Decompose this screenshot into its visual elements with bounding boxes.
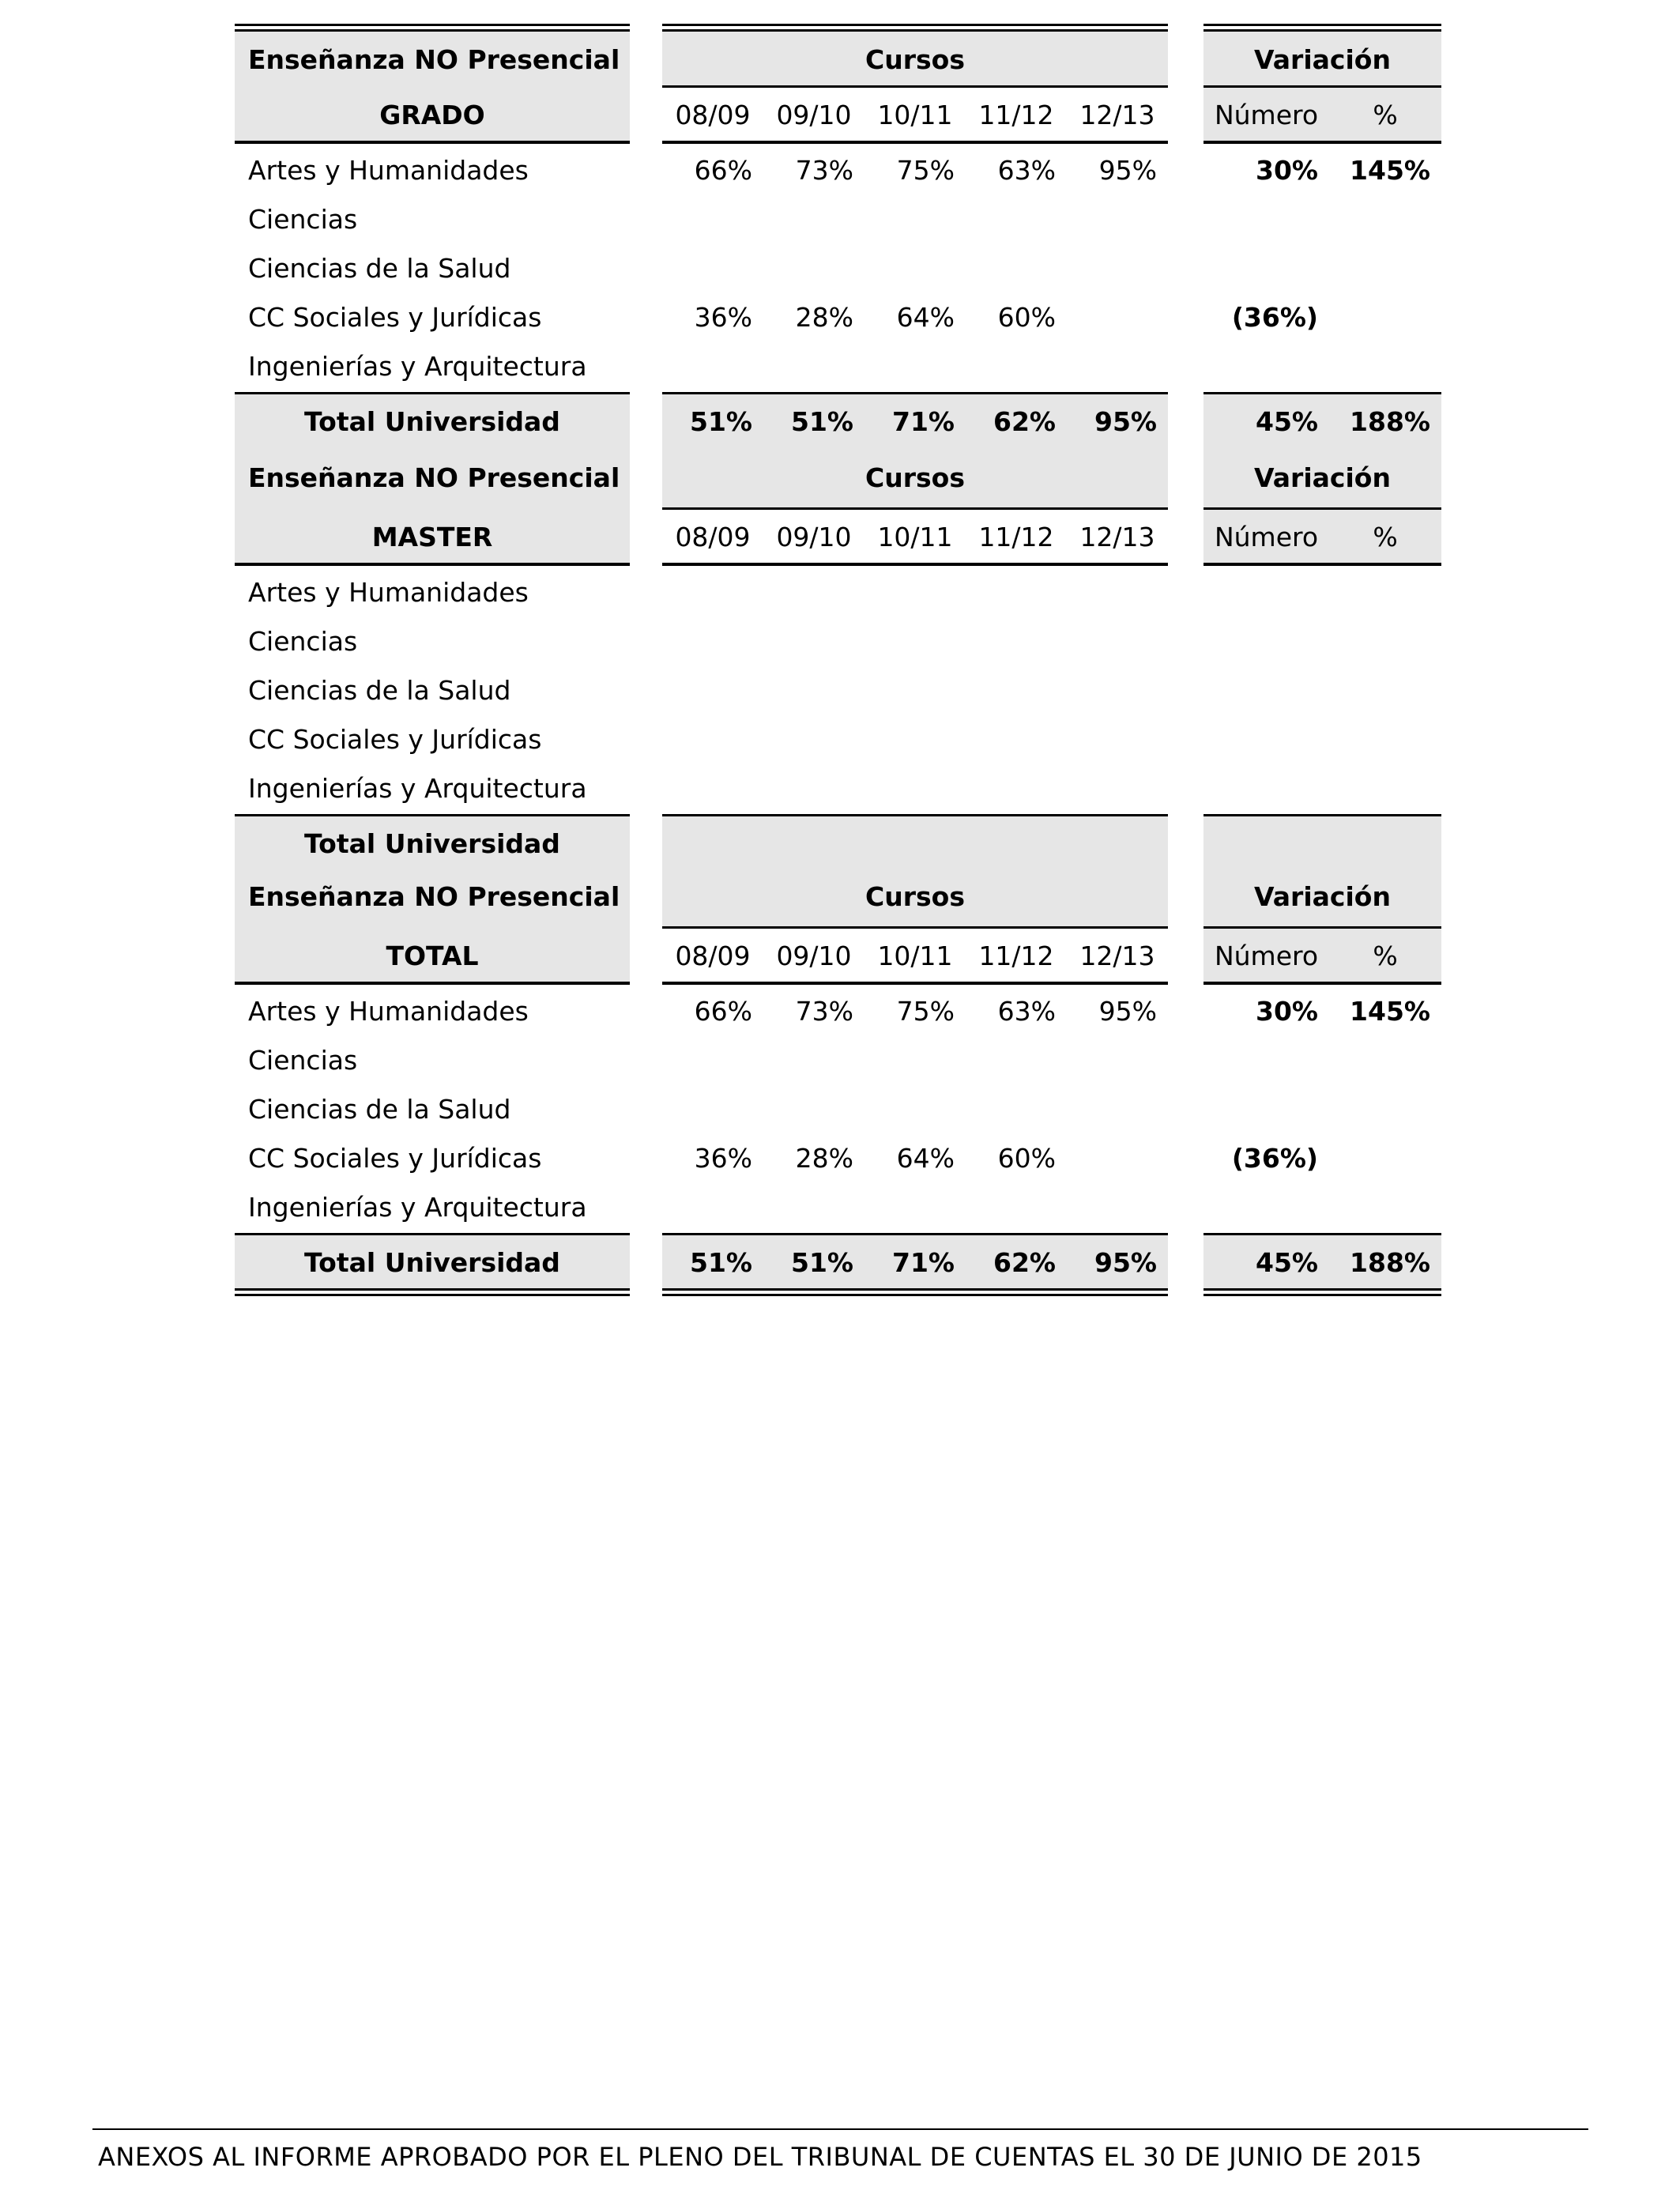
year-header: 11/12 [978, 940, 1054, 971]
variation-percent-cell [1329, 292, 1441, 341]
total-row [235, 816, 1441, 871]
rule-line [235, 1288, 630, 1296]
total-variation-number [1203, 816, 1329, 871]
rule-line [1203, 982, 1441, 985]
table-row [235, 986, 1441, 1035]
variation-number-cell [1203, 1084, 1329, 1133]
value-cell: 73% [795, 154, 853, 186]
value-cell [966, 665, 1067, 714]
variation-percent-cell [1329, 1182, 1441, 1231]
value-cell [763, 194, 864, 243]
rule-line [235, 24, 630, 32]
year-header: 08/09 [675, 521, 751, 552]
value-cell: 73% [795, 995, 853, 1027]
value-cell [662, 1084, 763, 1133]
variation-percent-cell [1329, 243, 1441, 292]
header-row [235, 865, 1441, 928]
total-value-cell: 51% [690, 1246, 752, 1278]
table-row [235, 616, 1441, 665]
value-cell [966, 1035, 1067, 1084]
table-row [235, 243, 1441, 292]
value-cell [763, 665, 864, 714]
value-cell: 75% [896, 995, 955, 1027]
year-header: 12/13 [1079, 521, 1155, 552]
header-row [235, 32, 1441, 87]
variation-number-cell [1203, 567, 1329, 616]
value-cell [966, 1182, 1067, 1231]
value-cell [864, 194, 966, 243]
cursos-header: Cursos [865, 43, 965, 75]
value-cell [662, 341, 763, 390]
row-label: Artes y Humanidades [248, 576, 529, 608]
total-variation-percent [1329, 816, 1441, 871]
value-cell [966, 341, 1067, 390]
table-row [235, 763, 1441, 812]
year-header: 09/10 [776, 521, 852, 552]
year-header: 10/11 [877, 940, 953, 971]
year-header: 08/09 [675, 940, 751, 971]
variation-percent-cell [1329, 763, 1441, 812]
row-label: Ciencias [248, 1044, 358, 1076]
total-value-cell: 51% [791, 405, 853, 437]
value-cell [1067, 714, 1168, 763]
value-cell: 28% [795, 1142, 853, 1174]
value-cell [966, 194, 1067, 243]
value-cell [966, 714, 1067, 763]
value-cell [966, 1084, 1067, 1133]
value-cell [662, 714, 763, 763]
value-cell [1067, 194, 1168, 243]
value-cell: 36% [694, 1142, 752, 1174]
value-cell: 95% [1098, 995, 1157, 1027]
value-cell [864, 665, 966, 714]
value-cell [864, 243, 966, 292]
cursos-header: Cursos [865, 880, 965, 912]
value-cell [864, 1035, 966, 1084]
total-value-cell: 62% [993, 405, 1056, 437]
variacion-header: Variación [1254, 462, 1391, 493]
value-cell [763, 1035, 864, 1084]
value-cell [763, 243, 864, 292]
row-label: Ciencias de la Salud [248, 674, 511, 706]
rule-line [1203, 24, 1441, 32]
total-variation-percent: 188% [1350, 405, 1430, 437]
page-footer: ANEXOS AL INFORME APROBADO POR EL PLENO DEL TRIBUNAL DE CUENTAS EL 30 DE JUNIO DE 2015 [98, 2142, 1422, 2172]
value-cell [1067, 763, 1168, 812]
year-header: 09/10 [776, 940, 852, 971]
value-cell: 36% [694, 301, 752, 333]
value-cell [662, 243, 763, 292]
table-row [235, 567, 1441, 616]
variation-number-cell: (36%) [1231, 301, 1318, 333]
row-label: CC Sociales y Jurídicas [248, 1142, 542, 1174]
variation-percent-cell: 145% [1350, 154, 1430, 186]
value-cell [662, 616, 763, 665]
total-value-cell [966, 816, 1067, 871]
year-header: 12/13 [1079, 940, 1155, 971]
total-value-cell: 95% [1094, 405, 1157, 437]
variation-percent-cell [1329, 714, 1441, 763]
variation-percent-cell [1329, 1035, 1441, 1084]
row-label: CC Sociales y Jurídicas [248, 723, 542, 755]
value-cell: 64% [896, 301, 955, 333]
value-cell: 28% [795, 301, 853, 333]
value-cell [864, 1182, 966, 1231]
variation-number-cell: 30% [1256, 995, 1318, 1027]
value-cell: 63% [997, 154, 1056, 186]
percent-header: % [1373, 521, 1398, 552]
rule-line [662, 24, 1168, 32]
value-cell [1067, 1182, 1168, 1231]
percent-header: % [1373, 99, 1398, 130]
section-title: MASTER [371, 521, 493, 552]
value-cell [1067, 243, 1168, 292]
variation-percent-cell [1329, 341, 1441, 390]
numero-header: Número [1214, 521, 1319, 552]
value-cell [966, 763, 1067, 812]
value-cell: 95% [1098, 154, 1157, 186]
value-cell [763, 567, 864, 616]
variation-number-cell [1203, 1182, 1329, 1231]
total-label: Total Universidad [304, 1246, 560, 1278]
year-header: 09/10 [776, 99, 852, 130]
total-row [235, 1235, 1441, 1290]
total-value-cell [864, 816, 966, 871]
rule-line [662, 1288, 1168, 1296]
row-label: Artes y Humanidades [248, 154, 529, 186]
value-cell: 66% [694, 154, 752, 186]
value-cell [763, 1084, 864, 1133]
value-cell: 66% [694, 995, 752, 1027]
table-row [235, 714, 1441, 763]
value-cell: 75% [896, 154, 955, 186]
value-cell [763, 763, 864, 812]
value-cell: 63% [997, 995, 1056, 1027]
value-cell [1067, 616, 1168, 665]
section-title: TOTAL [386, 940, 479, 971]
rule-line [662, 982, 1168, 985]
value-cell [662, 763, 763, 812]
table-row [235, 341, 1441, 390]
value-cell [864, 341, 966, 390]
variation-number-cell [1203, 714, 1329, 763]
total-variation-percent: 188% [1350, 1246, 1430, 1278]
row-label: Ingenierías y Arquitectura [248, 350, 587, 382]
variation-number-cell [1203, 341, 1329, 390]
variation-percent-cell [1329, 1084, 1441, 1133]
value-cell [966, 567, 1067, 616]
total-label: Total Universidad [304, 827, 560, 859]
value-cell [966, 243, 1067, 292]
total-variation-number: 45% [1256, 405, 1318, 437]
value-cell [763, 616, 864, 665]
row-label: Ingenierías y Arquitectura [248, 772, 587, 804]
year-header: 10/11 [877, 521, 953, 552]
variation-percent-cell [1329, 567, 1441, 616]
value-cell [662, 1182, 763, 1231]
value-cell: 64% [896, 1142, 955, 1174]
variacion-header: Variación [1254, 43, 1391, 75]
year-header: 12/13 [1079, 99, 1155, 130]
value-cell [662, 567, 763, 616]
percent-header: % [1373, 940, 1398, 971]
year-header: 11/12 [978, 521, 1054, 552]
total-value-cell: 71% [892, 1246, 955, 1278]
group-header: Enseñanza NO Presencial [248, 880, 620, 912]
rule-line [235, 982, 630, 985]
variation-number-cell [1203, 616, 1329, 665]
value-cell [1067, 1133, 1168, 1182]
table-row [235, 1133, 1441, 1182]
value-cell [1067, 341, 1168, 390]
table-row [235, 194, 1441, 243]
table-row [235, 145, 1441, 194]
total-label: Total Universidad [304, 405, 560, 437]
value-cell [1067, 665, 1168, 714]
value-cell: 60% [997, 1142, 1056, 1174]
value-cell [864, 763, 966, 812]
table-row [235, 665, 1441, 714]
value-cell [763, 341, 864, 390]
variation-percent-cell: 145% [1350, 995, 1430, 1027]
subheader-row [235, 87, 1441, 142]
row-label: CC Sociales y Jurídicas [248, 301, 542, 333]
variation-number-cell [1203, 194, 1329, 243]
year-header: 10/11 [877, 99, 953, 130]
total-value-cell: 51% [791, 1246, 853, 1278]
rule-line [1203, 141, 1441, 144]
total-row [235, 394, 1441, 449]
section-title: GRADO [379, 99, 485, 130]
rule-line [662, 563, 1168, 566]
value-cell [864, 714, 966, 763]
numero-header: Número [1214, 940, 1319, 971]
subheader-row [235, 509, 1441, 564]
value-cell [966, 616, 1067, 665]
value-cell [1067, 1084, 1168, 1133]
value-cell [864, 567, 966, 616]
row-label: Ciencias [248, 625, 358, 657]
value-cell [1067, 292, 1168, 341]
variation-percent-cell [1329, 665, 1441, 714]
row-label: Artes y Humanidades [248, 995, 529, 1027]
total-variation-number: 45% [1256, 1246, 1318, 1278]
table-row [235, 1084, 1441, 1133]
row-label: Ciencias de la Salud [248, 1093, 511, 1125]
header-row [235, 446, 1441, 509]
subheader-row [235, 928, 1441, 983]
value-cell [1067, 567, 1168, 616]
total-value-cell: 51% [690, 405, 752, 437]
value-cell [864, 1084, 966, 1133]
value-cell [763, 714, 864, 763]
value-cell [662, 1035, 763, 1084]
rule-line [662, 141, 1168, 144]
value-cell: 60% [997, 301, 1056, 333]
variation-number-cell [1203, 1035, 1329, 1084]
variation-number-cell: (36%) [1231, 1142, 1318, 1174]
group-header: Enseñanza NO Presencial [248, 462, 620, 493]
variation-percent-cell [1329, 616, 1441, 665]
variation-percent-cell [1329, 1133, 1441, 1182]
row-label: Ciencias [248, 203, 358, 235]
value-cell [1067, 1035, 1168, 1084]
rule-line [235, 141, 630, 144]
year-header: 11/12 [978, 99, 1054, 130]
row-label: Ciencias de la Salud [248, 252, 511, 284]
rule-line [1203, 563, 1441, 566]
value-cell [763, 1182, 864, 1231]
numero-header: Número [1214, 99, 1319, 130]
group-header: Enseñanza NO Presencial [248, 43, 620, 75]
total-value-cell: 62% [993, 1246, 1056, 1278]
value-cell [864, 616, 966, 665]
value-cell [662, 665, 763, 714]
table-row [235, 292, 1441, 341]
year-header: 08/09 [675, 99, 751, 130]
total-value-cell [1067, 816, 1168, 871]
footer-divider [92, 2128, 1588, 2130]
cursos-header: Cursos [865, 462, 965, 493]
variation-number-cell [1203, 665, 1329, 714]
value-cell [662, 194, 763, 243]
variation-number-cell [1203, 243, 1329, 292]
row-label: Ingenierías y Arquitectura [248, 1191, 587, 1223]
total-value-cell [763, 816, 864, 871]
total-value-cell: 95% [1094, 1246, 1157, 1278]
variacion-header: Variación [1254, 880, 1391, 912]
variation-number-cell [1203, 763, 1329, 812]
rule-line [235, 563, 630, 566]
rule-line [1203, 1288, 1441, 1296]
variation-number-cell: 30% [1256, 154, 1318, 186]
total-value-cell: 71% [892, 405, 955, 437]
table-row [235, 1035, 1441, 1084]
total-value-cell [662, 816, 763, 871]
table-row [235, 1182, 1441, 1231]
variation-percent-cell [1329, 194, 1441, 243]
